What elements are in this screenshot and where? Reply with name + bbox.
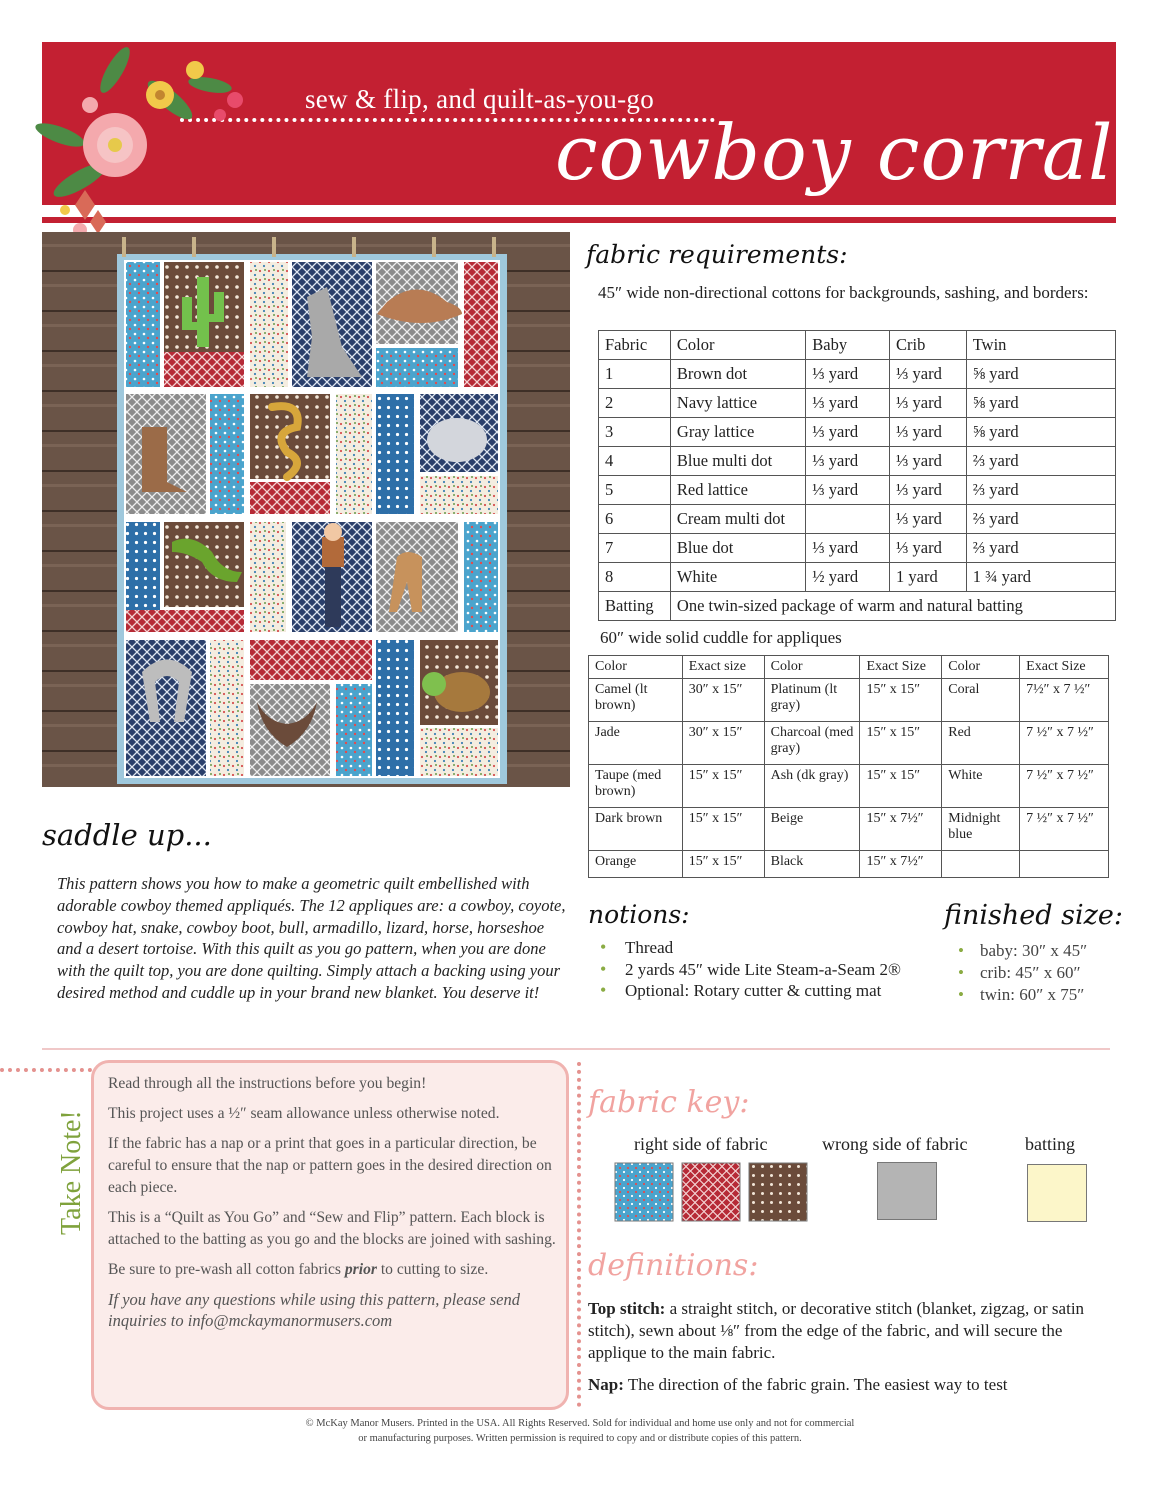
table-row: 7 Blue dot ⅓ yard ⅓ yard ⅔ yard xyxy=(599,534,1116,563)
wrong-side-swatch xyxy=(877,1162,937,1220)
definitions-heading: definitions: xyxy=(588,1248,759,1283)
pattern-title: cowboy corral xyxy=(555,108,1114,197)
table-header-row: Fabric Color Baby Crib Twin xyxy=(599,331,1116,360)
wrong-side-label: wrong side of fabric xyxy=(822,1134,968,1154)
table-row: Taupe (med brown) 15″ x 15″ Ash (dk gray) 15″ x 15″ White 7 ½″ x 7 ½″ xyxy=(589,765,1109,808)
table-row-batting: Batting One twin-sized package of warm and natural batting xyxy=(599,592,1116,621)
take-note-text: Take Note! xyxy=(56,1110,87,1235)
definition-top-stitch: Top stitch: a straight stitch, or decorative stitch (blanket, zigzag, or satin stitch), sewn about ⅛″ from the edge of the fabric, and will secure the applique to the main fabric. xyxy=(588,1299,1085,1362)
table-row: 6 Cream multi dot ⅓ yard ⅔ yard xyxy=(599,505,1116,534)
take-note-dotted-rule xyxy=(0,1068,92,1072)
saddle-up-description: This pattern shows you how to make a geometric quilt embellished with adorable cowboy themed appliqués. The 12 appliques are: a cowboy, coyote, cowboy hat, snake, cowboy boot, bull, armadillo, lizard, horse, horseshoe and a desert tortoise. With this quilt as you go pattern, when you are done with the quilt top, you are done quilting. Simply attach a backing using your desired method and cuddle up in your brand new blanket. You deserve it! xyxy=(57,874,566,1002)
table-row: Dark brown 15″ x 15″ Beige 15″ x 7½″ Midnight blue 7 ½″ x 7 ½″ xyxy=(589,808,1109,851)
notion-item: • Optional: Rotary cutter & cutting mat xyxy=(600,980,920,1002)
swatch-red-lattice xyxy=(682,1163,740,1221)
swatch-blue-multi-dot xyxy=(615,1163,673,1221)
table-row: 5 Red lattice ⅓ yard ⅓ yard ⅔ yard xyxy=(599,476,1116,505)
table-row: 3 Gray lattice ⅓ yard ⅓ yard ⅝ yard xyxy=(599,418,1116,447)
definitions-content xyxy=(588,1298,1113,1406)
swatch-brown-dot xyxy=(749,1163,807,1221)
note-paragraph: Be sure to pre-wash all cotton fabrics prior to cutting to size. xyxy=(108,1261,489,1278)
table-header-row: Color Exact size Color Exact Size Color Exact Size xyxy=(589,656,1109,679)
batting-label: batting xyxy=(1025,1134,1075,1154)
vertical-dotted-rule xyxy=(577,1062,581,1407)
finished-size-list xyxy=(958,940,1087,1006)
note-paragraph: If the fabric has a nap or a print that goes in a particular direction, be careful to ensure that the nap or pattern goes in the desired direction on each piece. xyxy=(108,1135,552,1196)
table-row: 8 White ½ yard 1 yard 1 ¾ yard xyxy=(599,563,1116,592)
table-row: Jade 30″ x 15″ Charcoal (med gray) 15″ x 15″ Red 7 ½″ x 7 ½″ xyxy=(589,722,1109,765)
fabric-requirements-heading: fabric requirements: xyxy=(586,240,848,269)
notion-item: • Thread xyxy=(600,937,920,959)
cuddle-table xyxy=(588,655,1109,878)
note-paragraph: This is a “Quilt as You Go” and “Sew and Flip” pattern. Each block is attached to the batting as you go and the blocks are joined with sashing. xyxy=(108,1209,556,1248)
notion-item: • 2 yards 45″ wide Lite Steam-a-Seam 2® xyxy=(600,959,920,981)
table-row: Orange 15″ x 15″ Black 15″ x 7½″ xyxy=(589,851,1109,878)
table-row: Camel (lt brown) 30″ x 15″ Platinum (lt gray) 15″ x 15″ Coral 7½″ x 7 ½″ xyxy=(589,679,1109,722)
notions-list xyxy=(600,937,920,1002)
note-paragraph: This project uses a ½″ seam allowance unless otherwise noted. xyxy=(108,1105,500,1122)
finished-size-item: • twin: 60″ x 75″ xyxy=(958,984,1087,1006)
right-side-swatches xyxy=(614,1162,814,1224)
finished-size-item: • baby: 30″ x 45″ xyxy=(958,940,1087,962)
right-side-label: right side of fabric xyxy=(634,1134,768,1154)
copyright-footer: © McKay Manor Musers. Printed in the USA. All Rights Reserved. Sold for individual and home use only and not for commercial or manufacturing purposes. Written permission is required to copy and or distribute copies of this pattern. xyxy=(305,1418,855,1444)
fabric-requirements-intro: 45″ wide non-directional cottons for backgrounds, sashing, and borders: xyxy=(598,283,1089,302)
table-row: 2 Navy lattice ⅓ yard ⅓ yard ⅝ yard xyxy=(599,389,1116,418)
fabric-key-heading: fabric key: xyxy=(588,1085,750,1120)
fabric-requirements-table xyxy=(598,330,1116,621)
finished-size-heading: finished size: xyxy=(944,900,1123,931)
finished-size-item: • crib: 45″ x 60″ xyxy=(958,962,1087,984)
section-divider xyxy=(42,1048,1110,1050)
definition-nap: Nap: The direction of the fabric grain. The easiest way to test xyxy=(588,1375,1008,1394)
table-row: 1 Brown dot ⅓ yard ⅓ yard ⅝ yard xyxy=(599,360,1116,389)
batting-swatch xyxy=(1027,1164,1087,1222)
note-contact: If you have any questions while using this pattern, please send inquiries to info@mckaymanormusers.com xyxy=(108,1290,520,1330)
floral-corner-illustration xyxy=(20,30,260,260)
quilt-photo xyxy=(42,232,570,787)
notions-heading: notions: xyxy=(588,900,690,929)
note-paragraph: Read through all the instructions before you begin! xyxy=(108,1075,427,1092)
take-note-content xyxy=(108,1073,558,1339)
table-row: 4 Blue multi dot ⅓ yard ⅓ yard ⅔ yard xyxy=(599,447,1116,476)
pattern-subtitle: sew & flip, and quilt-as-you-go xyxy=(305,84,654,114)
cuddle-heading: 60″ wide solid cuddle for appliques xyxy=(600,628,842,647)
saddle-up-heading: saddle up... xyxy=(42,818,212,852)
